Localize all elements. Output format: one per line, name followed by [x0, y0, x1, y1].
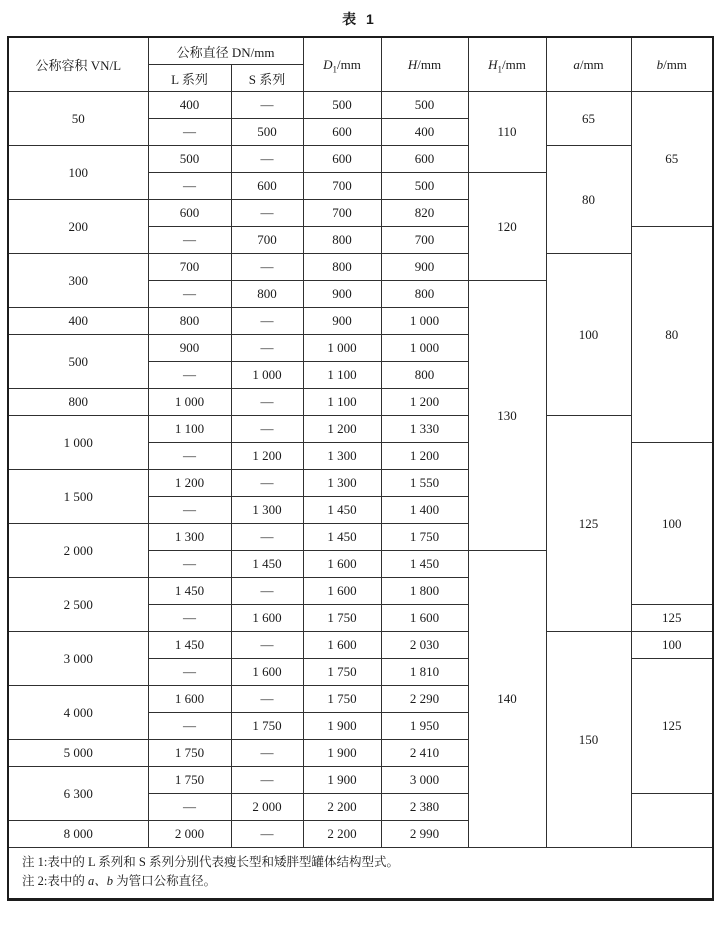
h-cell: 1 600	[381, 605, 468, 632]
l-series-cell: —	[148, 119, 231, 146]
table-header	[8, 37, 713, 92]
h-cell: 800	[381, 281, 468, 308]
l-series-cell: 1 750	[148, 740, 231, 767]
s-series-cell: —	[231, 335, 303, 362]
d1-cell: 700	[303, 173, 381, 200]
l-series-cell: —	[148, 227, 231, 254]
col-header-dn-group: 公称直径 DN/mm	[148, 37, 303, 65]
s-series-cell: —	[231, 578, 303, 605]
a-cell: 150	[546, 632, 631, 848]
h-cell: 700	[381, 227, 468, 254]
a-unit: /mm	[579, 56, 604, 72]
h1-unit: /mm	[502, 56, 526, 72]
col-header-b	[631, 37, 713, 92]
h-cell: 1 800	[381, 578, 468, 605]
d1-cell: 1 600	[303, 578, 381, 605]
s-series-cell: —	[231, 767, 303, 794]
d1-cell: 1 600	[303, 632, 381, 659]
a-cell: 100	[546, 254, 631, 416]
d1-cell: 1 600	[303, 551, 381, 578]
d1-cell: 1 900	[303, 740, 381, 767]
d1-cell: 1 900	[303, 767, 381, 794]
a-cell: 65	[546, 92, 631, 146]
l-series-cell: 1 300	[148, 524, 231, 551]
table-row	[8, 92, 713, 119]
l-series-cell: —	[148, 497, 231, 524]
l-series-cell: —	[148, 605, 231, 632]
table-row	[8, 254, 713, 281]
h1-cell: 120	[468, 173, 546, 281]
d1-cell: 1 100	[303, 389, 381, 416]
h-cell: 820	[381, 200, 468, 227]
h-cell: 400	[381, 119, 468, 146]
b-cell: 100	[631, 443, 713, 605]
l-series-cell: —	[148, 551, 231, 578]
d1-cell: 900	[303, 281, 381, 308]
l-series-cell: —	[148, 713, 231, 740]
a-cell: 125	[546, 416, 631, 632]
s-series-cell: —	[231, 821, 303, 848]
h-cell: 1 200	[381, 389, 468, 416]
col-header-l-series: L 系列	[148, 65, 231, 92]
d1-cell: 1 750	[303, 659, 381, 686]
note-1: 注 1:表中的 L 系列和 S 系列分别代表瘦长型和矮胖型罐体结构型式。	[22, 855, 399, 869]
volume-cell: 200	[8, 200, 148, 254]
d1-cell: 700	[303, 200, 381, 227]
volume-cell: 500	[8, 335, 148, 389]
s-series-cell: 1 300	[231, 497, 303, 524]
h-cell: 1 810	[381, 659, 468, 686]
l-series-cell: —	[148, 281, 231, 308]
h-cell: 500	[381, 92, 468, 119]
volume-cell: 300	[8, 254, 148, 308]
h-cell: 900	[381, 254, 468, 281]
d1-cell: 1 000	[303, 335, 381, 362]
l-series-cell: 900	[148, 335, 231, 362]
s-series-cell: 1 200	[231, 443, 303, 470]
h-cell: 1 000	[381, 308, 468, 335]
col-header-a	[546, 37, 631, 92]
h-cell: 1 750	[381, 524, 468, 551]
volume-cell: 2 500	[8, 578, 148, 632]
s-series-cell: —	[231, 200, 303, 227]
d1-cell: 2 200	[303, 821, 381, 848]
s-series-cell: 600	[231, 173, 303, 200]
note-2-prefix: 注 2:表中的	[22, 874, 88, 888]
notes-row	[8, 848, 713, 900]
s-series-cell: —	[231, 740, 303, 767]
header-row-1	[8, 37, 713, 65]
d1-cell: 600	[303, 146, 381, 173]
l-series-cell: 1 750	[148, 767, 231, 794]
s-series-cell: —	[231, 686, 303, 713]
l-series-cell: —	[148, 659, 231, 686]
volume-cell: 5 000	[8, 740, 148, 767]
l-series-cell: 1 100	[148, 416, 231, 443]
col-header-h1	[468, 37, 546, 92]
volume-cell: 100	[8, 146, 148, 200]
b-symbol: b	[656, 56, 664, 72]
h-unit: /mm	[417, 56, 442, 72]
s-series-cell: —	[231, 470, 303, 497]
s-series-cell: 800	[231, 281, 303, 308]
a-cell: 80	[546, 146, 631, 254]
s-series-cell: —	[231, 308, 303, 335]
col-header-d1	[303, 37, 381, 92]
h1-subscript: 1	[497, 64, 503, 75]
h-cell: 1 330	[381, 416, 468, 443]
b-cell: 125	[631, 659, 713, 794]
s-series-cell: 700	[231, 227, 303, 254]
l-series-cell: 1 450	[148, 632, 231, 659]
volume-cell: 50	[8, 92, 148, 146]
table-row	[8, 416, 713, 443]
h-cell: 2 290	[381, 686, 468, 713]
d1-cell: 1 300	[303, 443, 381, 470]
volume-cell: 400	[8, 308, 148, 335]
h-cell: 500	[381, 173, 468, 200]
d1-cell: 1 450	[303, 524, 381, 551]
note-2-symbols: a、b	[87, 874, 113, 888]
volume-cell: 1 000	[8, 416, 148, 470]
l-series-cell: 600	[148, 200, 231, 227]
h1-cell: 140	[468, 551, 546, 848]
d1-cell: 1 100	[303, 362, 381, 389]
h-cell: 2 380	[381, 794, 468, 821]
d1-subscript: 1	[332, 64, 338, 75]
table-footer	[8, 848, 713, 900]
s-series-cell: —	[231, 632, 303, 659]
b-cell: 100	[631, 632, 713, 659]
d1-unit: /mm	[337, 56, 361, 72]
s-series-cell: 1 750	[231, 713, 303, 740]
l-series-cell: 500	[148, 146, 231, 173]
volume-cell: 8 000	[8, 821, 148, 848]
h-cell: 1 550	[381, 470, 468, 497]
s-series-cell: —	[231, 524, 303, 551]
s-series-cell: —	[231, 92, 303, 119]
l-series-cell: —	[148, 443, 231, 470]
d1-cell: 900	[303, 308, 381, 335]
d1-cell: 1 300	[303, 470, 381, 497]
h-cell: 600	[381, 146, 468, 173]
s-series-cell: 500	[231, 119, 303, 146]
note-2-suffix: 为管口公称直径。	[113, 874, 217, 888]
s-series-cell: 1 000	[231, 362, 303, 389]
h-cell: 1 000	[381, 335, 468, 362]
h-cell: 1 950	[381, 713, 468, 740]
h1-symbol: H	[488, 56, 498, 72]
table-row	[8, 146, 713, 173]
b-unit: /mm	[663, 56, 687, 72]
h-cell: 1 200	[381, 443, 468, 470]
volume-cell: 6 300	[8, 767, 148, 821]
d1-cell: 1 450	[303, 497, 381, 524]
table-row	[8, 632, 713, 659]
col-header-s-series: S 系列	[231, 65, 303, 92]
l-series-cell: —	[148, 362, 231, 389]
b-cell: 65	[631, 92, 713, 227]
d1-cell: 800	[303, 227, 381, 254]
volume-cell: 2 000	[8, 524, 148, 578]
b-cell	[631, 794, 713, 848]
s-series-cell: 1 600	[231, 605, 303, 632]
h-cell: 2 990	[381, 821, 468, 848]
l-series-cell: 1 200	[148, 470, 231, 497]
d1-cell: 1 750	[303, 686, 381, 713]
b-cell: 125	[631, 605, 713, 632]
volume-cell: 800	[8, 389, 148, 416]
d1-cell: 2 200	[303, 794, 381, 821]
h1-cell: 130	[468, 281, 546, 551]
s-series-cell: 1 450	[231, 551, 303, 578]
s-series-cell: —	[231, 254, 303, 281]
b-cell: 80	[631, 227, 713, 443]
l-series-cell: 1 000	[148, 389, 231, 416]
d1-cell: 800	[303, 254, 381, 281]
s-series-cell: —	[231, 146, 303, 173]
volume-cell: 1 500	[8, 470, 148, 524]
l-series-cell: 2 000	[148, 821, 231, 848]
s-series-cell: —	[231, 389, 303, 416]
d1-cell: 600	[303, 119, 381, 146]
volume-cell: 4 000	[8, 686, 148, 740]
l-series-cell: —	[148, 794, 231, 821]
l-series-cell: 400	[148, 92, 231, 119]
h1-cell: 110	[468, 92, 546, 173]
d1-cell: 1 750	[303, 605, 381, 632]
h-cell: 1 450	[381, 551, 468, 578]
table-title: 表 1	[342, 11, 377, 27]
h-cell: 2 030	[381, 632, 468, 659]
spec-table	[7, 36, 714, 901]
h-symbol: H	[407, 56, 418, 72]
a-symbol: a	[573, 56, 580, 72]
d1-cell: 1 900	[303, 713, 381, 740]
table-body	[8, 92, 713, 848]
l-series-cell: 1 450	[148, 578, 231, 605]
l-series-cell: 800	[148, 308, 231, 335]
h-cell: 2 410	[381, 740, 468, 767]
s-series-cell: —	[231, 416, 303, 443]
l-series-cell: —	[148, 173, 231, 200]
h-cell: 1 400	[381, 497, 468, 524]
s-series-cell: 2 000	[231, 794, 303, 821]
l-series-cell: 1 600	[148, 686, 231, 713]
s-series-cell: 1 600	[231, 659, 303, 686]
d1-cell: 500	[303, 92, 381, 119]
col-header-volume: 公称容积 VN/L	[8, 37, 148, 92]
d1-cell: 1 200	[303, 416, 381, 443]
d1-symbol: D	[323, 56, 333, 72]
h-cell: 3 000	[381, 767, 468, 794]
notes-cell	[8, 848, 713, 900]
l-series-cell: 700	[148, 254, 231, 281]
volume-cell: 3 000	[8, 632, 148, 686]
col-header-h	[381, 37, 468, 92]
h-cell: 800	[381, 362, 468, 389]
note-2	[22, 872, 702, 891]
